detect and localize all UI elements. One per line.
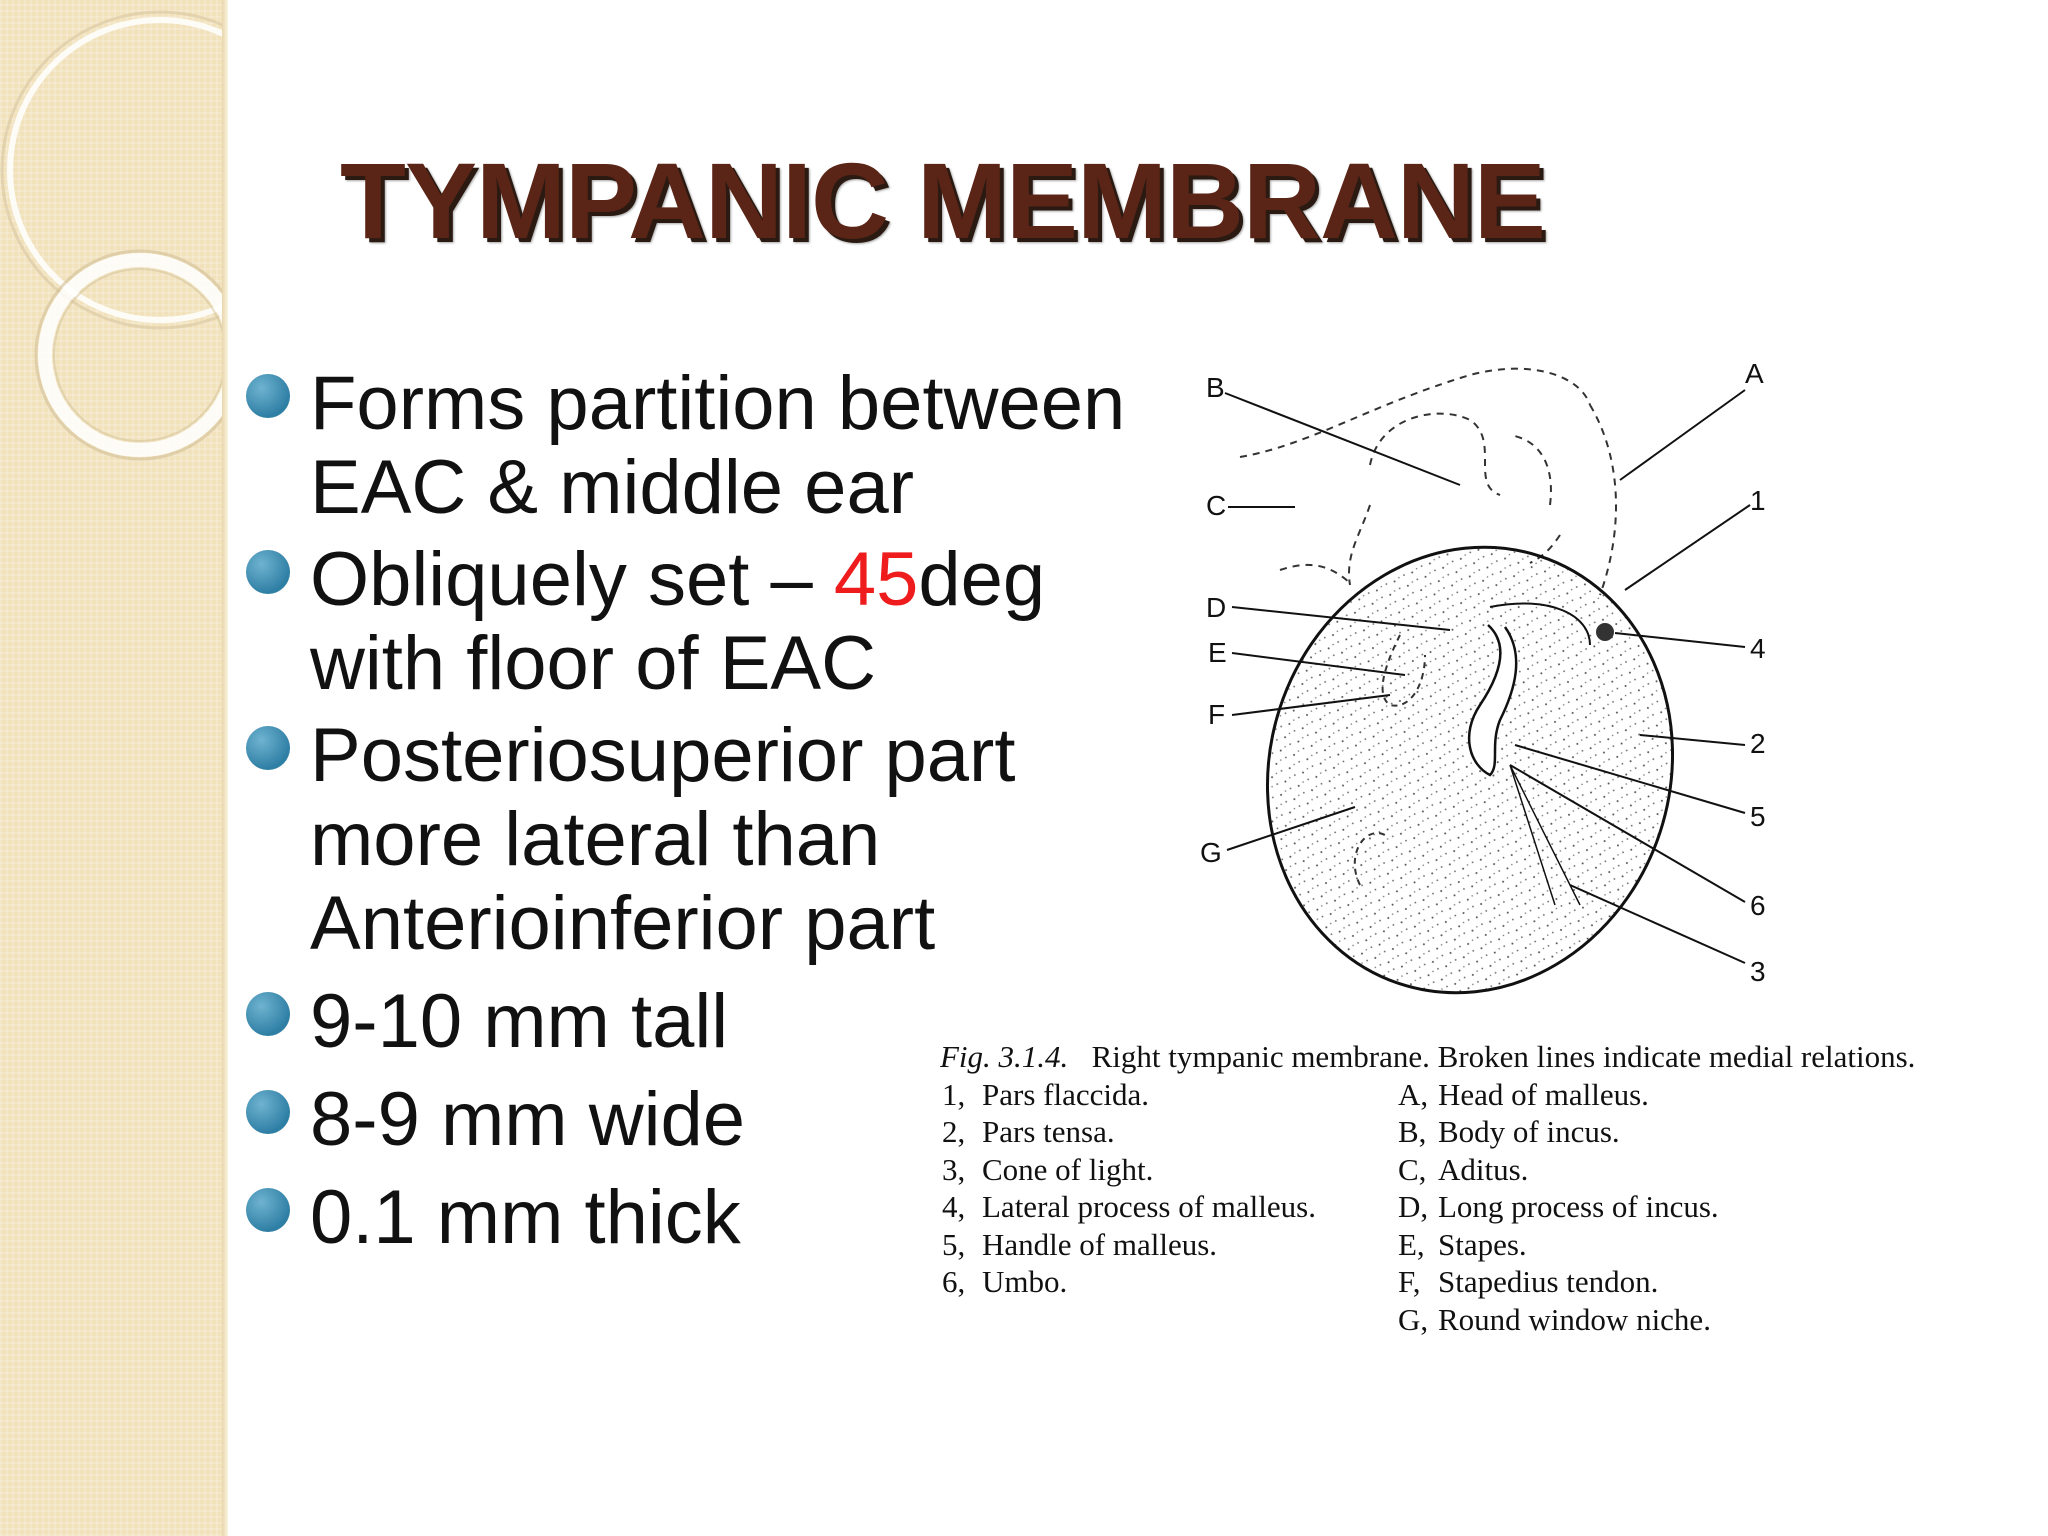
- bullet-line: deg: [918, 537, 1046, 622]
- bullet-line: with floor of EAC: [310, 621, 876, 706]
- legend-row: C, Aditus.: [1398, 1151, 1529, 1187]
- label-6: 6: [1750, 890, 1766, 921]
- bullet-line: Obliquely set –: [310, 537, 834, 622]
- bullet-dot-icon: [246, 1188, 290, 1232]
- bullet-line: 9-10 mm tall: [310, 979, 729, 1064]
- legend-row: E, Stapes.: [1398, 1226, 1527, 1262]
- caption-legend-numbers: [942, 1076, 1316, 1301]
- caption-title: Right tympanic membrane. Broken lines indicate medial relations.: [1091, 1039, 1916, 1074]
- label-D: D: [1206, 592, 1227, 623]
- caption-heading: [940, 1038, 2048, 1076]
- slide-title: TYMPANIC MEMBRANE: [340, 140, 1545, 261]
- bullet-line: 8-9 mm wide: [310, 1077, 745, 1162]
- legend-row: 1, Pars flaccida.: [942, 1076, 1149, 1112]
- bullet-line: 0.1 mm thick: [310, 1175, 741, 1260]
- label-3: 3: [1750, 956, 1766, 987]
- label-B: B: [1206, 372, 1225, 403]
- bullet-dot-icon: [246, 992, 290, 1036]
- bullet-dot-icon: [246, 550, 290, 594]
- legend-row: B, Body of incus.: [1398, 1114, 1620, 1149]
- angle-value: 45: [833, 537, 919, 622]
- figure-reference: Fig. 3.1.4.: [940, 1039, 1069, 1074]
- label-4: 4: [1750, 633, 1766, 664]
- legend-row: G, Round window niche.: [1398, 1301, 1711, 1337]
- legend-row: 3, Cone of light.: [942, 1151, 1154, 1187]
- bullet-item: [246, 362, 1176, 530]
- legend-row: 4, Lateral process of malleus.: [942, 1189, 1316, 1224]
- band-edge-divider: [222, 0, 228, 1536]
- tympanic-membrane-diagram: [1170, 345, 1790, 995]
- legend-row: 5, Handle of malleus.: [942, 1226, 1218, 1262]
- left-decorative-band: [0, 0, 226, 1536]
- legend-row: 6, Umbo.: [942, 1264, 1068, 1299]
- bullet-line: EAC & middle ear: [310, 445, 915, 530]
- bullet-dot-icon: [246, 1090, 290, 1134]
- legend-row: 2, Pars tensa.: [942, 1114, 1115, 1149]
- bullet-line: Posteriosuperior part: [310, 713, 1016, 798]
- bullet-line: more lateral than: [310, 797, 881, 882]
- bullet-dot-icon: [246, 374, 290, 418]
- label-5: 5: [1750, 801, 1766, 832]
- label-E: E: [1208, 637, 1227, 668]
- legend-row: F, Stapedius tendon.: [1398, 1264, 1659, 1299]
- legend-row: A, Head of malleus.: [1398, 1076, 1649, 1112]
- bullet-line: Anterioinferior part: [310, 881, 936, 966]
- bullet-line: Forms partition between: [310, 361, 1126, 446]
- bullet-item: [246, 714, 1176, 966]
- label-C: C: [1206, 490, 1227, 521]
- label-1: 1: [1750, 485, 1766, 516]
- figure-caption: [940, 1038, 2048, 1338]
- label-2: 2: [1750, 728, 1766, 759]
- label-F: F: [1208, 699, 1226, 730]
- legend-row: D, Long process of incus.: [1398, 1189, 1719, 1224]
- label-A: A: [1745, 358, 1764, 389]
- caption-legend-letters: [1398, 1076, 1719, 1339]
- tympanic-membrane-figure: [1170, 345, 1790, 995]
- decorative-rings: [0, 0, 226, 560]
- bullet-item: [246, 538, 1176, 706]
- bullet-dot-icon: [246, 726, 290, 770]
- label-G: G: [1200, 837, 1222, 868]
